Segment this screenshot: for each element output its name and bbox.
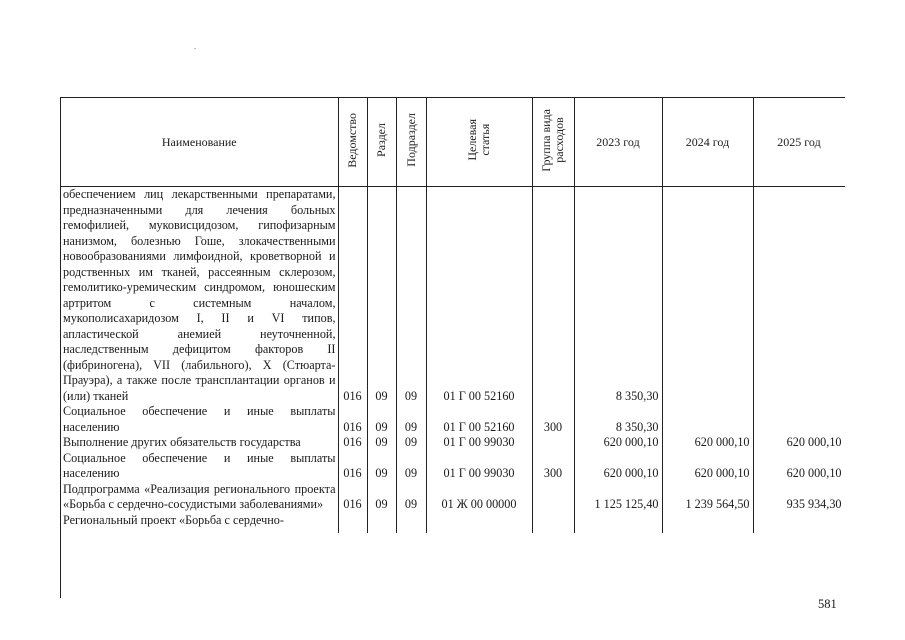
row-expense-group bbox=[532, 482, 574, 513]
row-2025: 935 934,30 bbox=[753, 482, 845, 513]
row-2023: 8 350,30 bbox=[574, 404, 662, 435]
row-ministry: 016 bbox=[338, 435, 367, 451]
row-subsection: 09 bbox=[396, 451, 426, 482]
row-2024 bbox=[662, 404, 753, 435]
table-row bbox=[61, 513, 845, 533]
row-name: обеспечением лиц лекарственными препаратами, предназначенными для лечения больных гемофилией, муковисцидозом, гипофизарным нанизмом, болезнью Гоше, злокачественными новообразованиями лимфоидной, кроветворной и родственных им тканей, рассеянным склерозом, гемолитико-уремическим синдромом, юношеским артритом с системным началом, мукополисахаридозом I, II и VI типов, апластической анемией неуточненной, наследственным дефицитом факторов II (фибриногена), VII (лабильного), X (Стюарта-Прауэра), а также после трансплантации органов и (или) тканей bbox=[61, 187, 338, 405]
row-expense-group: 300 bbox=[532, 404, 574, 435]
table-row bbox=[61, 435, 845, 451]
row-2023: 8 350,30 bbox=[574, 187, 662, 405]
row-expense-group bbox=[532, 513, 574, 533]
header-2023: 2023 год bbox=[574, 98, 662, 187]
row-section: 09 bbox=[367, 187, 396, 405]
row-2023: 620 000,10 bbox=[574, 451, 662, 482]
row-target: 01 Г 00 52160 bbox=[426, 187, 532, 405]
row-ministry: 016 bbox=[338, 451, 367, 482]
row-target: 01 Г 00 99030 bbox=[426, 435, 532, 451]
row-2024 bbox=[662, 187, 753, 405]
row-2025 bbox=[753, 187, 845, 405]
row-ministry: 016 bbox=[338, 404, 367, 435]
table-header bbox=[61, 98, 845, 187]
row-name: Социальное обеспечение и иные выплаты населению bbox=[61, 404, 338, 435]
row-2023: 620 000,10 bbox=[574, 435, 662, 451]
row-2025 bbox=[753, 404, 845, 435]
row-2025: 620 000,10 bbox=[753, 451, 845, 482]
page-number: 581 bbox=[818, 597, 837, 611]
budget-table-container bbox=[60, 97, 845, 598]
header-ministry: Ведомство bbox=[338, 98, 367, 187]
row-target: 01 Ж 00 00000 bbox=[426, 482, 532, 513]
row-subsection: 09 bbox=[396, 482, 426, 513]
row-target bbox=[426, 513, 532, 533]
row-2024: 620 000,10 bbox=[662, 451, 753, 482]
header-target-article: Целевая статья bbox=[426, 98, 532, 187]
row-expense-group bbox=[532, 435, 574, 451]
row-section: 09 bbox=[367, 482, 396, 513]
budget-table bbox=[61, 98, 845, 533]
row-name: Выполнение других обязательств государства bbox=[61, 435, 338, 451]
row-section: 09 bbox=[367, 435, 396, 451]
row-2023 bbox=[574, 513, 662, 533]
row-name: Региональный проект «Борьба с сердечно- bbox=[61, 513, 338, 533]
row-subsection bbox=[396, 513, 426, 533]
table-row bbox=[61, 187, 845, 405]
row-2024: 620 000,10 bbox=[662, 435, 753, 451]
row-section: 09 bbox=[367, 451, 396, 482]
row-expense-group: 300 bbox=[532, 451, 574, 482]
row-ministry: 016 bbox=[338, 187, 367, 405]
row-ministry bbox=[338, 513, 367, 533]
row-target: 01 Г 00 99030 bbox=[426, 451, 532, 482]
scan-mark bbox=[194, 48, 196, 49]
row-expense-group bbox=[532, 187, 574, 405]
row-2025 bbox=[753, 513, 845, 533]
row-subsection: 09 bbox=[396, 435, 426, 451]
table-row bbox=[61, 482, 845, 513]
row-2024: 1 239 564,50 bbox=[662, 482, 753, 513]
header-section: Раздел bbox=[367, 98, 396, 187]
header-2025: 2025 год bbox=[753, 98, 845, 187]
row-2024 bbox=[662, 513, 753, 533]
table-row bbox=[61, 404, 845, 435]
row-name: Социальное обеспечение и иные выплаты населению bbox=[61, 451, 338, 482]
header-subsection: Подраздел bbox=[396, 98, 426, 187]
header-expense-group: Группа вида расходов bbox=[532, 98, 574, 187]
row-target: 01 Г 00 52160 bbox=[426, 404, 532, 435]
row-section: 09 bbox=[367, 404, 396, 435]
header-2024: 2024 год bbox=[662, 98, 753, 187]
table-row bbox=[61, 451, 845, 482]
header-name: Наименование bbox=[61, 98, 338, 187]
row-2023: 1 125 125,40 bbox=[574, 482, 662, 513]
row-2025: 620 000,10 bbox=[753, 435, 845, 451]
row-subsection: 09 bbox=[396, 404, 426, 435]
row-subsection: 09 bbox=[396, 187, 426, 405]
row-section bbox=[367, 513, 396, 533]
row-name: Подпрограмма «Реализация регионального проекта «Борьба с сердечно-сосудистыми заболеваниями» bbox=[61, 482, 338, 513]
row-ministry: 016 bbox=[338, 482, 367, 513]
table-body bbox=[61, 187, 845, 533]
